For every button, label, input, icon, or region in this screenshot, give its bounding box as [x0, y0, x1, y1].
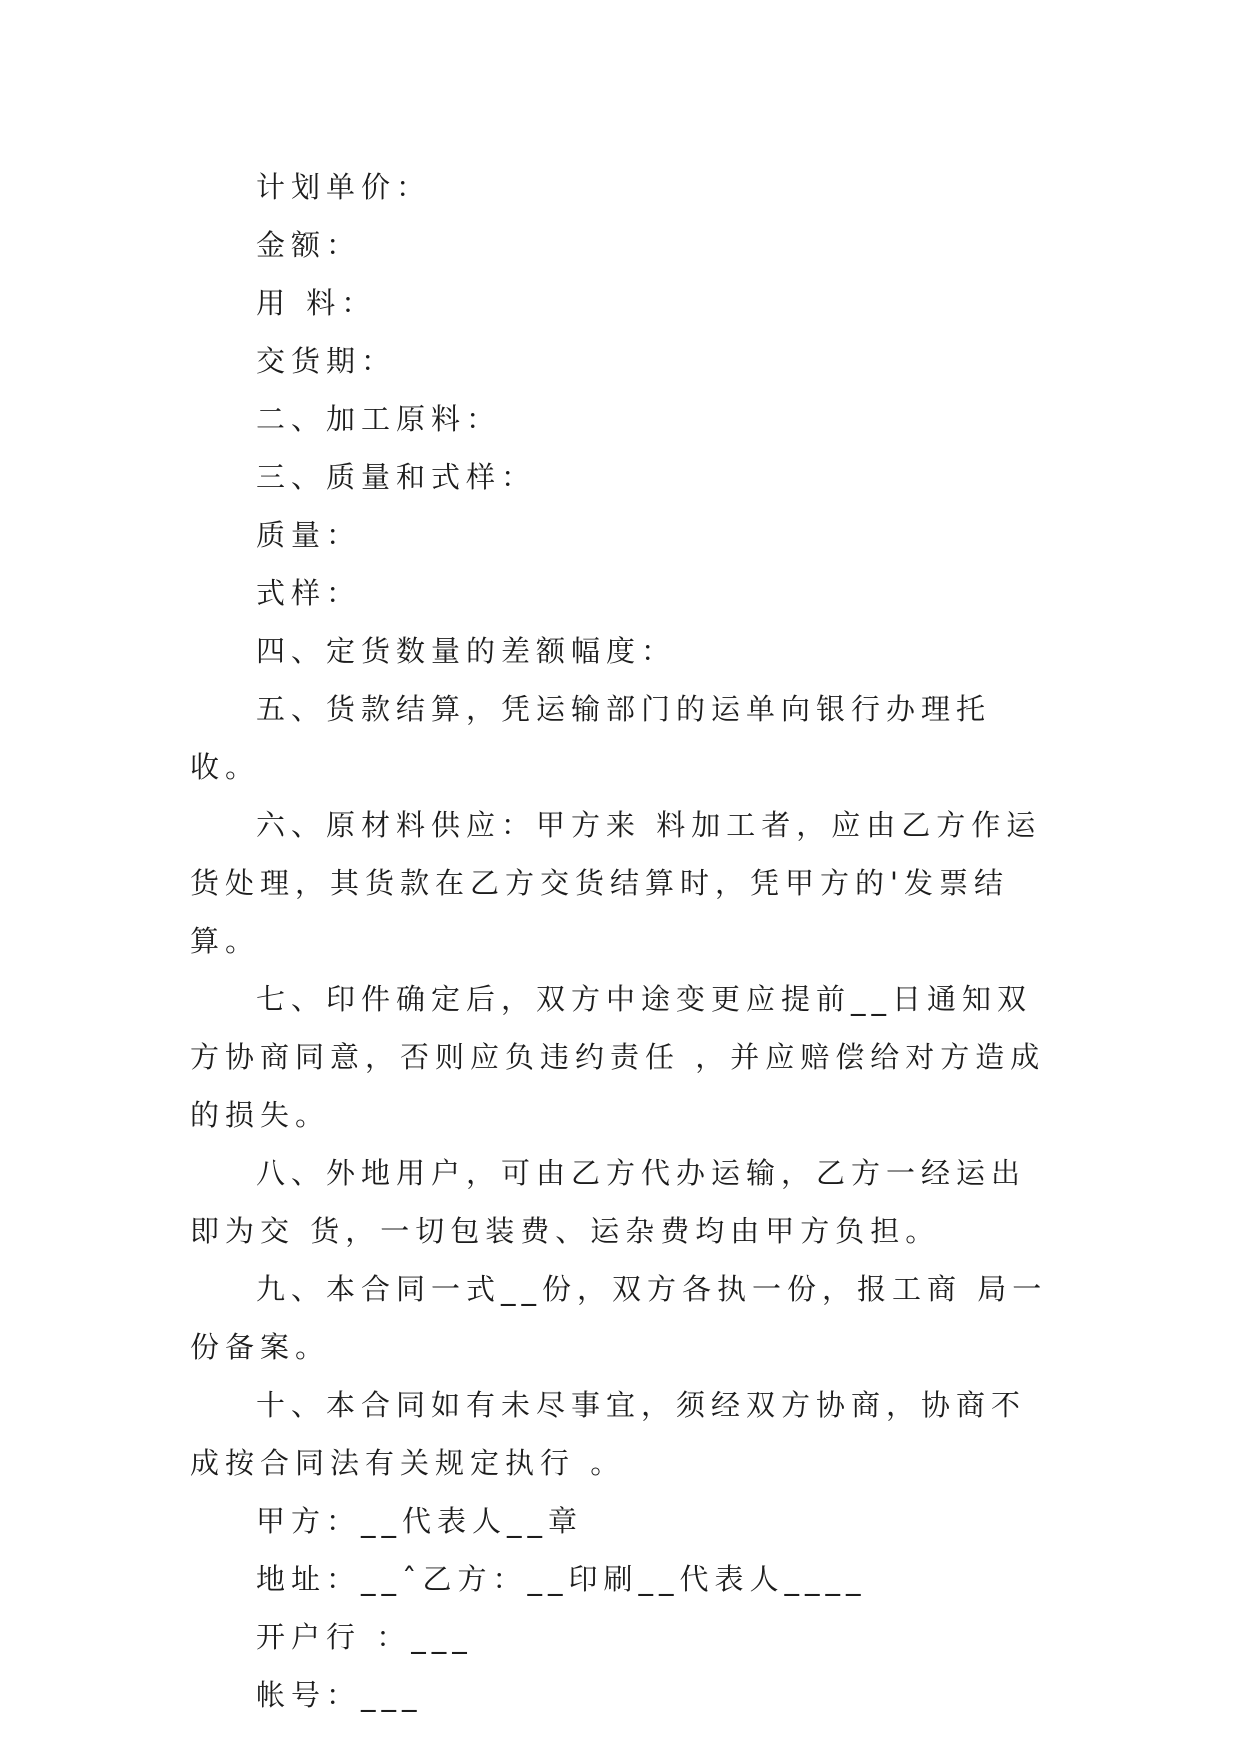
clause-3-quality-style: 三、质量和式样： [256, 460, 537, 494]
clause-8-remote-users: 八、外地用户，可由乙方代办运输，乙方一经运出即为交 货，一切包装费、运杂费均由甲方负担。 [190, 1156, 1027, 1248]
field-delivery-date: 交货期： [256, 344, 397, 378]
address-party-b-line: 地址：__ˆ乙方：__印刷__代表人____ [256, 1562, 867, 1596]
field-style: 式样： [256, 576, 362, 610]
clause-9-copies: 九、本合同一式__份，双方各执一份，报工商 局一份备案。 [190, 1272, 1048, 1364]
clause-4-quantity-tolerance: 四、定货数量的差额幅度： [256, 634, 677, 668]
field-plan-unit-price: 计划单价： [256, 170, 432, 204]
bank-line: 开户行 ：___ [256, 1620, 473, 1654]
field-amount: 金额： [256, 228, 362, 262]
clause-10-unresolved-matters: 十、本合同如有未尽事宜，须经双方协商，协商不成按合同法有关规定执行 。 [190, 1388, 1027, 1480]
clause-6-material-supply: 六、原材料供应：甲方来 料加工者，应由乙方作运货处理，其货款在乙方交货结算时，凭甲方的'发票结 算。 [190, 808, 1042, 958]
contract-body [190, 158, 1060, 1724]
clause-5-payment-settlement: 五、货款结算，凭运输部门的运单向银行办理托收。 [190, 692, 992, 784]
field-materials: 用 料： [256, 286, 377, 320]
clause-7-changes: 七、印件确定后，双方中途变更应提前__日通知双方协商同意，否则应负违约责任 ，并应赔偿给对方造成的损失。 [190, 982, 1046, 1132]
party-a-signature-line: 甲方：__代表人__章 [256, 1504, 584, 1538]
clause-2-raw-materials: 二、加工原料： [256, 402, 502, 436]
account-number-line: 帐号：___ [256, 1678, 423, 1712]
field-quality: 质量： [256, 518, 362, 552]
